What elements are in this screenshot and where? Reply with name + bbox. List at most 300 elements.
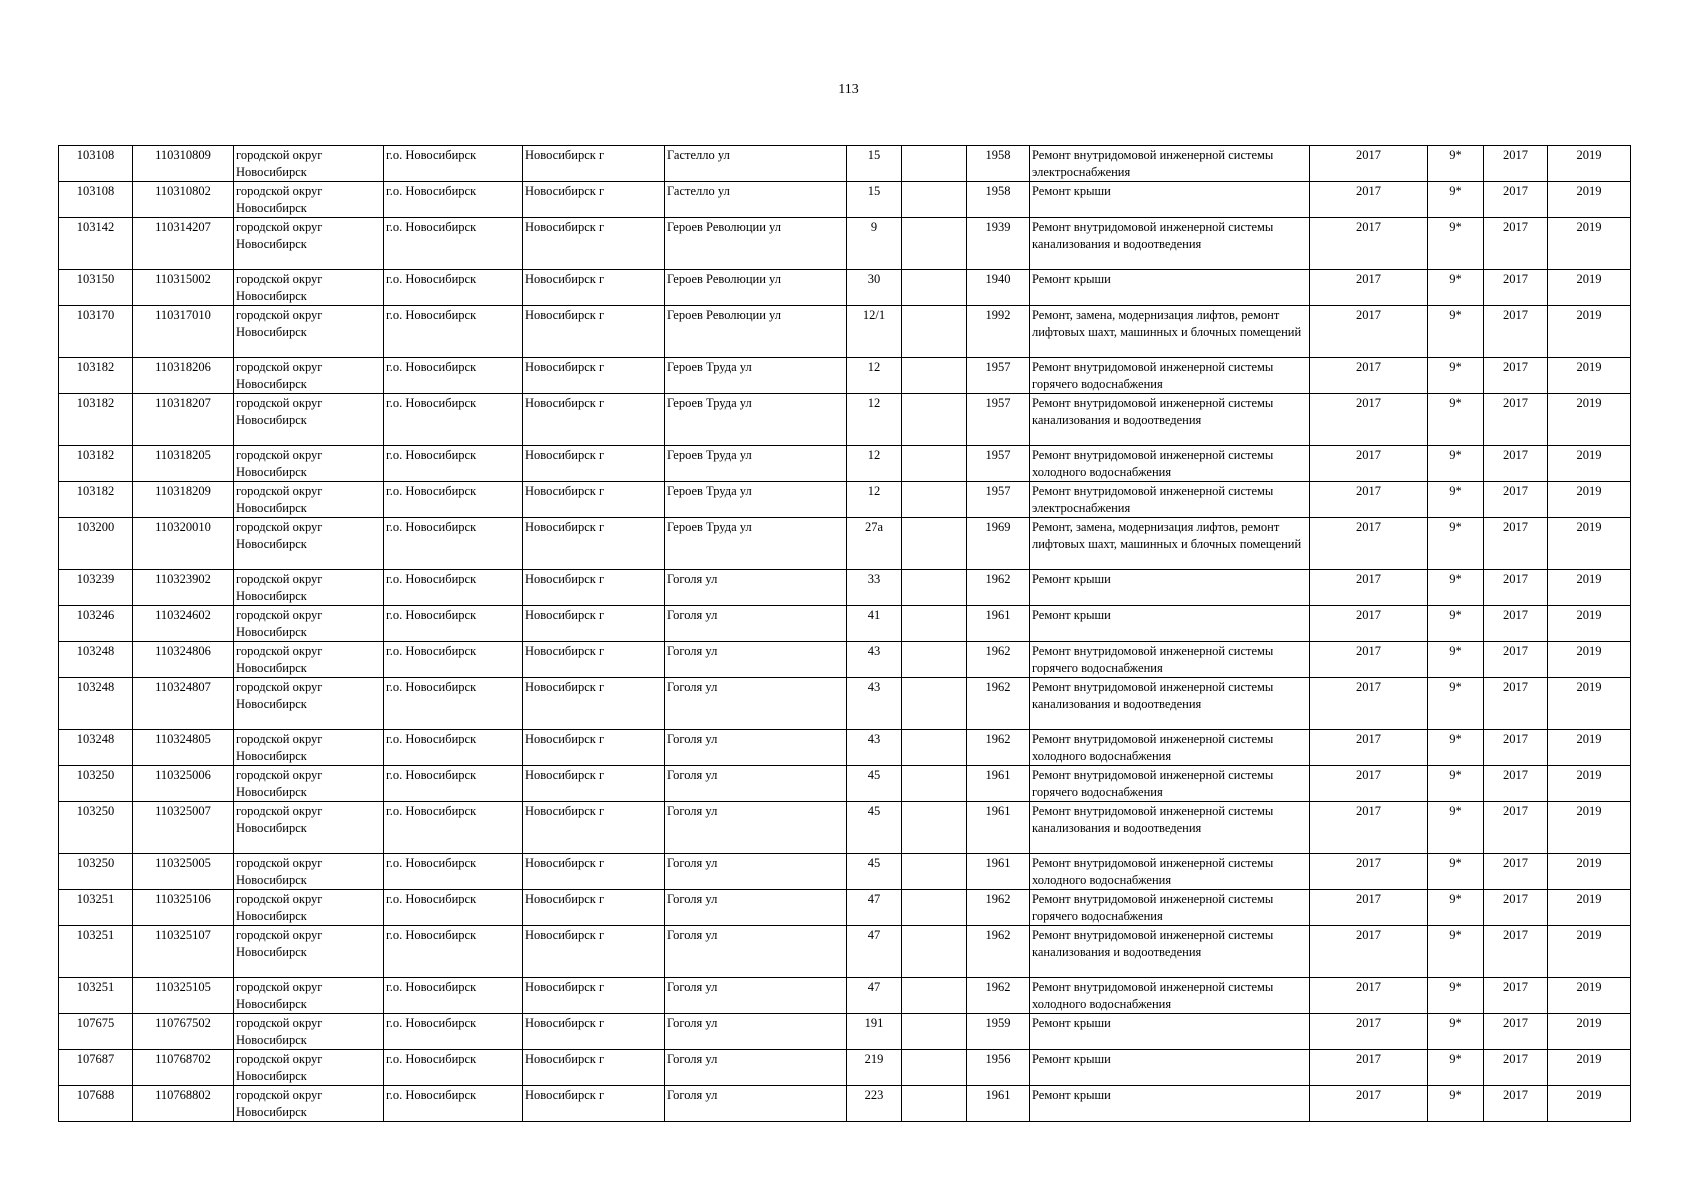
cell-end-year: 2019: [1548, 1050, 1631, 1086]
cell-status-code: 9*: [1428, 306, 1484, 358]
cell-year-built: 1957: [967, 358, 1030, 394]
cell-street: Гастелло ул: [665, 146, 847, 182]
cell-record-id: 110325005: [133, 854, 234, 890]
cell-record-id: 110324807: [133, 678, 234, 730]
cell-street: Гоголя ул: [665, 802, 847, 854]
cell-district: г.о. Новосибирск: [384, 394, 523, 446]
cell-work-type: Ремонт внутридомовой инженерной системы горячего водоснабжения: [1030, 766, 1310, 802]
cell-work-type: Ремонт внутридомовой инженерной системы канализования и водоотведения: [1030, 218, 1310, 270]
cell-street: Гоголя ул: [665, 854, 847, 890]
cell-year-built: 1962: [967, 926, 1030, 978]
table-row: [59, 358, 1631, 394]
cell-status-code: 9*: [1428, 1050, 1484, 1086]
cell-building: [902, 270, 967, 306]
cell-year-built: 1962: [967, 978, 1030, 1014]
cell-work-type: Ремонт внутридомовой инженерной системы канализования и водоотведения: [1030, 394, 1310, 446]
cell-municipality: городской округ Новосибирск: [234, 890, 384, 926]
cell-status-code: 9*: [1428, 890, 1484, 926]
cell-house-id: 103108: [59, 146, 133, 182]
cell-status-code: 9*: [1428, 678, 1484, 730]
cell-record-id: 110324806: [133, 642, 234, 678]
cell-plan-year: 2017: [1310, 1014, 1428, 1050]
cell-status-code: 9*: [1428, 446, 1484, 482]
cell-status-code: 9*: [1428, 394, 1484, 446]
cell-building: [902, 978, 967, 1014]
table-row: [59, 182, 1631, 218]
cell-building: [902, 678, 967, 730]
cell-plan-year: 2017: [1310, 446, 1428, 482]
cell-house-id: 103248: [59, 678, 133, 730]
cell-record-id: 110314207: [133, 218, 234, 270]
cell-district: г.о. Новосибирск: [384, 446, 523, 482]
cell-year-built: 1957: [967, 482, 1030, 518]
table-row: [59, 270, 1631, 306]
cell-building: [902, 730, 967, 766]
cell-municipality: городской округ Новосибирск: [234, 802, 384, 854]
table-row: [59, 1086, 1631, 1122]
cell-settlement: Новосибирск г: [523, 182, 665, 218]
cell-status-code: 9*: [1428, 570, 1484, 606]
cell-street: Героев Труда ул: [665, 358, 847, 394]
cell-building: [902, 1014, 967, 1050]
cell-record-id: 110320010: [133, 518, 234, 570]
cell-start-year: 2017: [1484, 146, 1548, 182]
cell-building: [902, 1086, 967, 1122]
cell-plan-year: 2017: [1310, 642, 1428, 678]
cell-settlement: Новосибирск г: [523, 482, 665, 518]
cell-street: Гоголя ул: [665, 1014, 847, 1050]
cell-settlement: Новосибирск г: [523, 306, 665, 358]
cell-municipality: городской округ Новосибирск: [234, 854, 384, 890]
cell-status-code: 9*: [1428, 642, 1484, 678]
cell-building: [902, 890, 967, 926]
cell-record-id: 110324602: [133, 606, 234, 642]
cell-district: г.о. Новосибирск: [384, 270, 523, 306]
cell-start-year: 2017: [1484, 854, 1548, 890]
cell-house-id: 103150: [59, 270, 133, 306]
cell-building: [902, 802, 967, 854]
cell-street: Героев Революции ул: [665, 306, 847, 358]
cell-house-id: 107688: [59, 1086, 133, 1122]
cell-plan-year: 2017: [1310, 890, 1428, 926]
cell-house-id: 103200: [59, 518, 133, 570]
table-row: [59, 978, 1631, 1014]
cell-house-number: 12: [847, 446, 902, 482]
cell-street: Гастелло ул: [665, 182, 847, 218]
cell-district: г.о. Новосибирск: [384, 518, 523, 570]
cell-street: Героев Революции ул: [665, 218, 847, 270]
cell-house-id: 103170: [59, 306, 133, 358]
cell-plan-year: 2017: [1310, 926, 1428, 978]
table-row: [59, 730, 1631, 766]
cell-district: г.о. Новосибирск: [384, 978, 523, 1014]
cell-house-number: 47: [847, 926, 902, 978]
cell-house-number: 15: [847, 146, 902, 182]
cell-house-number: 30: [847, 270, 902, 306]
cell-street: Гоголя ул: [665, 642, 847, 678]
cell-record-id: 110768702: [133, 1050, 234, 1086]
cell-street: Гоголя ул: [665, 1050, 847, 1086]
cell-record-id: 110325105: [133, 978, 234, 1014]
table-row: [59, 306, 1631, 358]
cell-work-type: Ремонт внутридомовой инженерной системы горячего водоснабжения: [1030, 358, 1310, 394]
cell-status-code: 9*: [1428, 518, 1484, 570]
cell-status-code: 9*: [1428, 146, 1484, 182]
cell-plan-year: 2017: [1310, 978, 1428, 1014]
cell-house-number: 45: [847, 854, 902, 890]
cell-house-id: 103182: [59, 394, 133, 446]
cell-start-year: 2017: [1484, 926, 1548, 978]
cell-house-id: 107687: [59, 1050, 133, 1086]
cell-municipality: городской округ Новосибирск: [234, 642, 384, 678]
cell-house-id: 103248: [59, 642, 133, 678]
table-row: [59, 642, 1631, 678]
cell-work-type: Ремонт крыши: [1030, 1014, 1310, 1050]
cell-settlement: Новосибирск г: [523, 358, 665, 394]
cell-settlement: Новосибирск г: [523, 642, 665, 678]
cell-municipality: городской округ Новосибирск: [234, 926, 384, 978]
cell-plan-year: 2017: [1310, 766, 1428, 802]
cell-status-code: 9*: [1428, 182, 1484, 218]
cell-building: [902, 1050, 967, 1086]
cell-status-code: 9*: [1428, 926, 1484, 978]
cell-settlement: Новосибирск г: [523, 518, 665, 570]
cell-house-id: 103250: [59, 854, 133, 890]
cell-building: [902, 926, 967, 978]
cell-municipality: городской округ Новосибирск: [234, 1086, 384, 1122]
cell-year-built: 1961: [967, 606, 1030, 642]
cell-record-id: 110317010: [133, 306, 234, 358]
cell-building: [902, 606, 967, 642]
table-row: [59, 802, 1631, 854]
cell-settlement: Новосибирск г: [523, 678, 665, 730]
table-row: [59, 1050, 1631, 1086]
cell-year-built: 1962: [967, 642, 1030, 678]
cell-work-type: Ремонт крыши: [1030, 1086, 1310, 1122]
cell-house-id: 107675: [59, 1014, 133, 1050]
cell-work-type: Ремонт крыши: [1030, 606, 1310, 642]
cell-building: [902, 766, 967, 802]
cell-record-id: 110768802: [133, 1086, 234, 1122]
cell-municipality: городской округ Новосибирск: [234, 394, 384, 446]
cell-plan-year: 2017: [1310, 1086, 1428, 1122]
cell-year-built: 1958: [967, 146, 1030, 182]
cell-plan-year: 2017: [1310, 394, 1428, 446]
cell-settlement: Новосибирск г: [523, 270, 665, 306]
cell-work-type: Ремонт внутридомовой инженерной системы горячего водоснабжения: [1030, 642, 1310, 678]
cell-end-year: 2019: [1548, 1014, 1631, 1050]
cell-municipality: городской округ Новосибирск: [234, 570, 384, 606]
cell-plan-year: 2017: [1310, 358, 1428, 394]
cell-plan-year: 2017: [1310, 1050, 1428, 1086]
cell-record-id: 110325006: [133, 766, 234, 802]
cell-start-year: 2017: [1484, 306, 1548, 358]
cell-building: [902, 182, 967, 218]
cell-settlement: Новосибирск г: [523, 1086, 665, 1122]
cell-end-year: 2019: [1548, 394, 1631, 446]
cell-settlement: Новосибирск г: [523, 606, 665, 642]
cell-house-number: 12: [847, 482, 902, 518]
cell-year-built: 1961: [967, 802, 1030, 854]
cell-end-year: 2019: [1548, 730, 1631, 766]
cell-street: Героев Труда ул: [665, 482, 847, 518]
cell-status-code: 9*: [1428, 1086, 1484, 1122]
cell-house-number: 33: [847, 570, 902, 606]
table-row: [59, 766, 1631, 802]
cell-status-code: 9*: [1428, 978, 1484, 1014]
cell-district: г.о. Новосибирск: [384, 802, 523, 854]
cell-start-year: 2017: [1484, 518, 1548, 570]
cell-status-code: 9*: [1428, 1014, 1484, 1050]
cell-municipality: городской округ Новосибирск: [234, 730, 384, 766]
cell-house-id: 103142: [59, 218, 133, 270]
cell-year-built: 1940: [967, 270, 1030, 306]
cell-year-built: 1962: [967, 570, 1030, 606]
cell-house-id: 103250: [59, 766, 133, 802]
cell-start-year: 2017: [1484, 1050, 1548, 1086]
cell-house-number: 45: [847, 802, 902, 854]
cell-end-year: 2019: [1548, 678, 1631, 730]
table-row: [59, 518, 1631, 570]
cell-house-id: 103251: [59, 978, 133, 1014]
cell-end-year: 2019: [1548, 570, 1631, 606]
cell-settlement: Новосибирск г: [523, 978, 665, 1014]
cell-street: Гоголя ул: [665, 606, 847, 642]
cell-building: [902, 518, 967, 570]
cell-plan-year: 2017: [1310, 678, 1428, 730]
cell-work-type: Ремонт, замена, модернизация лифтов, ремонт лифтовых шахт, машинных и блочных помещений: [1030, 306, 1310, 358]
cell-year-built: 1958: [967, 182, 1030, 218]
cell-district: г.о. Новосибирск: [384, 146, 523, 182]
cell-district: г.о. Новосибирск: [384, 678, 523, 730]
table-row: [59, 446, 1631, 482]
table-row: [59, 606, 1631, 642]
table-row: [59, 570, 1631, 606]
cell-work-type: Ремонт крыши: [1030, 270, 1310, 306]
cell-house-number: 47: [847, 890, 902, 926]
cell-house-number: 191: [847, 1014, 902, 1050]
cell-street: Героев Труда ул: [665, 394, 847, 446]
cell-settlement: Новосибирск г: [523, 394, 665, 446]
cell-record-id: 110325106: [133, 890, 234, 926]
cell-plan-year: 2017: [1310, 518, 1428, 570]
table-body: [59, 146, 1631, 1122]
cell-settlement: Новосибирск г: [523, 890, 665, 926]
cell-street: Героев Революции ул: [665, 270, 847, 306]
cell-street: Гоголя ул: [665, 570, 847, 606]
cell-year-built: 1962: [967, 730, 1030, 766]
cell-municipality: городской округ Новосибирск: [234, 606, 384, 642]
cell-status-code: 9*: [1428, 270, 1484, 306]
cell-end-year: 2019: [1548, 518, 1631, 570]
cell-status-code: 9*: [1428, 730, 1484, 766]
cell-year-built: 1961: [967, 766, 1030, 802]
cell-house-number: 43: [847, 642, 902, 678]
cell-house-id: 103248: [59, 730, 133, 766]
cell-house-number: 43: [847, 678, 902, 730]
cell-house-number: 9: [847, 218, 902, 270]
table-row: [59, 146, 1631, 182]
cell-status-code: 9*: [1428, 802, 1484, 854]
cell-plan-year: 2017: [1310, 570, 1428, 606]
table-row: [59, 678, 1631, 730]
cell-end-year: 2019: [1548, 358, 1631, 394]
cell-plan-year: 2017: [1310, 482, 1428, 518]
cell-district: г.о. Новосибирск: [384, 926, 523, 978]
cell-end-year: 2019: [1548, 482, 1631, 518]
cell-municipality: городской округ Новосибирск: [234, 1014, 384, 1050]
cell-settlement: Новосибирск г: [523, 446, 665, 482]
registry-table: [58, 145, 1631, 1122]
cell-start-year: 2017: [1484, 1014, 1548, 1050]
cell-municipality: городской округ Новосибирск: [234, 482, 384, 518]
cell-work-type: Ремонт крыши: [1030, 1050, 1310, 1086]
cell-street: Гоголя ул: [665, 766, 847, 802]
cell-record-id: 110318205: [133, 446, 234, 482]
cell-start-year: 2017: [1484, 358, 1548, 394]
cell-settlement: Новосибирск г: [523, 1014, 665, 1050]
cell-house-number: 223: [847, 1086, 902, 1122]
cell-municipality: городской округ Новосибирск: [234, 146, 384, 182]
cell-start-year: 2017: [1484, 766, 1548, 802]
table-row: [59, 1014, 1631, 1050]
cell-year-built: 1962: [967, 890, 1030, 926]
cell-end-year: 2019: [1548, 446, 1631, 482]
cell-building: [902, 482, 967, 518]
cell-building: [902, 394, 967, 446]
cell-year-built: 1969: [967, 518, 1030, 570]
cell-municipality: городской округ Новосибирск: [234, 182, 384, 218]
table-row: [59, 394, 1631, 446]
cell-end-year: 2019: [1548, 926, 1631, 978]
cell-district: г.о. Новосибирск: [384, 606, 523, 642]
table-row: [59, 890, 1631, 926]
cell-start-year: 2017: [1484, 730, 1548, 766]
cell-settlement: Новосибирск г: [523, 802, 665, 854]
cell-record-id: 110318209: [133, 482, 234, 518]
cell-district: г.о. Новосибирск: [384, 890, 523, 926]
cell-work-type: Ремонт внутридомовой инженерной системы канализования и водоотведения: [1030, 802, 1310, 854]
table-row: [59, 218, 1631, 270]
cell-house-number: 45: [847, 766, 902, 802]
cell-work-type: Ремонт внутридомовой инженерной системы холодного водоснабжения: [1030, 854, 1310, 890]
cell-municipality: городской округ Новосибирск: [234, 358, 384, 394]
cell-end-year: 2019: [1548, 890, 1631, 926]
cell-end-year: 2019: [1548, 1086, 1631, 1122]
cell-street: Гоголя ул: [665, 730, 847, 766]
cell-end-year: 2019: [1548, 802, 1631, 854]
cell-district: г.о. Новосибирск: [384, 482, 523, 518]
cell-house-number: 12: [847, 394, 902, 446]
cell-start-year: 2017: [1484, 978, 1548, 1014]
cell-work-type: Ремонт внутридомовой инженерной системы электроснабжения: [1030, 146, 1310, 182]
cell-end-year: 2019: [1548, 146, 1631, 182]
cell-plan-year: 2017: [1310, 606, 1428, 642]
cell-work-type: Ремонт внутридомовой инженерной системы холодного водоснабжения: [1030, 978, 1310, 1014]
page-number: 113: [838, 82, 859, 97]
cell-year-built: 1939: [967, 218, 1030, 270]
cell-end-year: 2019: [1548, 642, 1631, 678]
cell-work-type: Ремонт внутридомовой инженерной системы холодного водоснабжения: [1030, 730, 1310, 766]
cell-building: [902, 854, 967, 890]
cell-building: [902, 306, 967, 358]
cell-work-type: Ремонт внутридомовой инженерной системы холодного водоснабжения: [1030, 446, 1310, 482]
cell-district: г.о. Новосибирск: [384, 570, 523, 606]
cell-start-year: 2017: [1484, 570, 1548, 606]
cell-work-type: Ремонт внутридомовой инженерной системы канализования и водоотведения: [1030, 926, 1310, 978]
cell-status-code: 9*: [1428, 766, 1484, 802]
cell-house-id: 103182: [59, 446, 133, 482]
cell-start-year: 2017: [1484, 678, 1548, 730]
table-row: [59, 926, 1631, 978]
cell-settlement: Новосибирск г: [523, 1050, 665, 1086]
cell-house-number: 15: [847, 182, 902, 218]
cell-start-year: 2017: [1484, 482, 1548, 518]
cell-building: [902, 218, 967, 270]
cell-district: г.о. Новосибирск: [384, 1014, 523, 1050]
cell-municipality: городской округ Новосибирск: [234, 1050, 384, 1086]
cell-year-built: 1992: [967, 306, 1030, 358]
cell-street: Гоголя ул: [665, 926, 847, 978]
cell-plan-year: 2017: [1310, 146, 1428, 182]
cell-settlement: Новосибирск г: [523, 146, 665, 182]
cell-settlement: Новосибирск г: [523, 730, 665, 766]
cell-street: Гоголя ул: [665, 1086, 847, 1122]
cell-municipality: городской округ Новосибирск: [234, 766, 384, 802]
cell-house-number: 12: [847, 358, 902, 394]
cell-district: г.о. Новосибирск: [384, 1050, 523, 1086]
cell-municipality: городской округ Новосибирск: [234, 678, 384, 730]
cell-start-year: 2017: [1484, 642, 1548, 678]
cell-year-built: 1961: [967, 1086, 1030, 1122]
table-row: [59, 482, 1631, 518]
cell-street: Героев Труда ул: [665, 446, 847, 482]
cell-municipality: городской округ Новосибирск: [234, 218, 384, 270]
cell-status-code: 9*: [1428, 358, 1484, 394]
cell-plan-year: 2017: [1310, 306, 1428, 358]
cell-record-id: 110325007: [133, 802, 234, 854]
cell-plan-year: 2017: [1310, 854, 1428, 890]
cell-district: г.о. Новосибирск: [384, 358, 523, 394]
cell-status-code: 9*: [1428, 218, 1484, 270]
cell-municipality: городской округ Новосибирск: [234, 306, 384, 358]
cell-house-number: 41: [847, 606, 902, 642]
cell-record-id: 110318207: [133, 394, 234, 446]
cell-record-id: 110325107: [133, 926, 234, 978]
cell-settlement: Новосибирск г: [523, 854, 665, 890]
cell-settlement: Новосибирск г: [523, 926, 665, 978]
cell-start-year: 2017: [1484, 1086, 1548, 1122]
cell-year-built: 1959: [967, 1014, 1030, 1050]
cell-end-year: 2019: [1548, 978, 1631, 1014]
cell-building: [902, 358, 967, 394]
cell-house-id: 103239: [59, 570, 133, 606]
cell-plan-year: 2017: [1310, 182, 1428, 218]
cell-start-year: 2017: [1484, 182, 1548, 218]
cell-settlement: Новосибирск г: [523, 570, 665, 606]
cell-building: [902, 642, 967, 678]
cell-work-type: Ремонт крыши: [1030, 570, 1310, 606]
cell-end-year: 2019: [1548, 306, 1631, 358]
cell-plan-year: 2017: [1310, 218, 1428, 270]
cell-end-year: 2019: [1548, 766, 1631, 802]
cell-district: г.о. Новосибирск: [384, 730, 523, 766]
cell-district: г.о. Новосибирск: [384, 1086, 523, 1122]
cell-end-year: 2019: [1548, 606, 1631, 642]
cell-end-year: 2019: [1548, 182, 1631, 218]
cell-year-built: 1962: [967, 678, 1030, 730]
cell-house-number: 27а: [847, 518, 902, 570]
